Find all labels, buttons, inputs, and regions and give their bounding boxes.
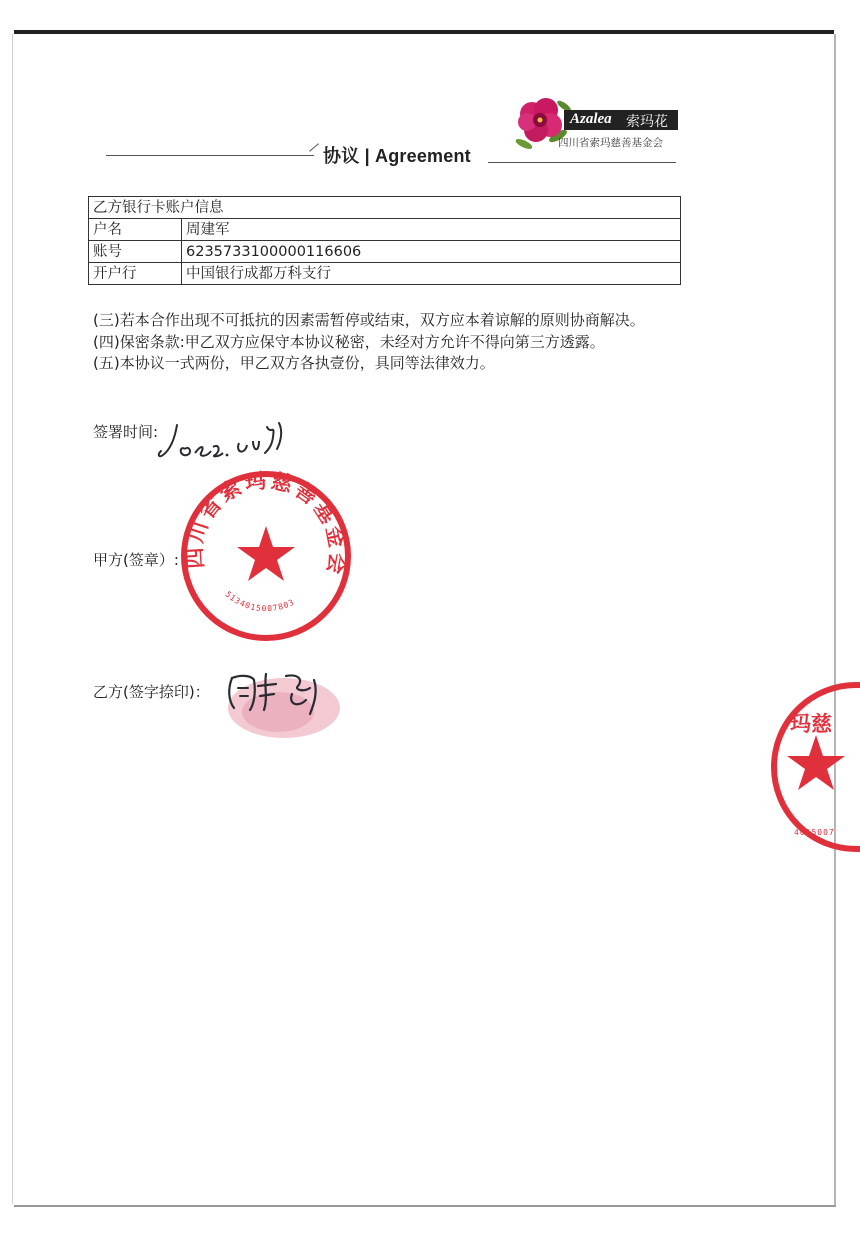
table-row [89,241,681,263]
signing-time-label: 签署时间: [93,423,159,441]
logo-subtitle: 四川省索玛慈善基金会 [558,137,663,149]
row-label: 户名 [89,219,182,241]
row-value: 中国银行成都万科支行 [182,263,681,285]
bank-account-table [88,196,681,285]
scan-frame-right [834,34,836,1206]
table-row [89,197,681,219]
page-title: 协议 | Agreement [323,146,471,166]
party-b-label: 乙方(签字捺印)： [93,683,210,701]
star-icon [787,735,845,790]
partial-seal-text: 玛慈 [790,712,832,736]
header-rule-right [488,162,676,163]
row-label: 开户行 [89,263,182,285]
header-rule [106,155,314,156]
signing-date-handwriting [155,415,290,470]
row-value: 周建军 [182,219,681,241]
agreement-clauses [93,310,693,375]
partial-seal-code: 4015007 [794,828,835,837]
row-value: 6235733100000116606 [182,241,681,263]
logo-english: Azalea [570,111,612,127]
table-row [89,219,681,241]
partial-seal [764,677,860,857]
svg-text:5134015007803 [223,590,296,614]
seal-code: 5134015007803 [223,589,297,614]
foundation-seal [176,466,356,646]
row-label: 账号 [89,241,182,263]
scan-frame-left [12,34,13,1204]
scan-frame-bottom [14,1205,836,1207]
foundation-logo [510,92,680,156]
party-a-label: 甲方(签章）: [93,551,179,569]
header-rule-slant [309,143,319,151]
logo-chinese: 索玛花 [626,114,668,130]
clause-three: (三)若本合作出现不可抵抗的因素需暂停或结束，双方应本着谅解的原则协商解决。 [93,311,645,329]
party-b-signature [214,664,354,746]
scan-frame-top [14,30,834,34]
clause-four: (四)保密条款:甲乙双方应保守本协议秘密，未经对方允许不得向第三方透露。 [93,332,605,351]
table-title: 乙方银行卡账户信息 [89,197,681,219]
star-icon [237,526,295,581]
table-row [89,263,681,285]
seal-text: 四川省索玛慈善基金会 [182,468,350,579]
clause-five: (五)本协议一式两份，甲乙双方各执壹份，具同等法律效力。 [93,354,495,372]
